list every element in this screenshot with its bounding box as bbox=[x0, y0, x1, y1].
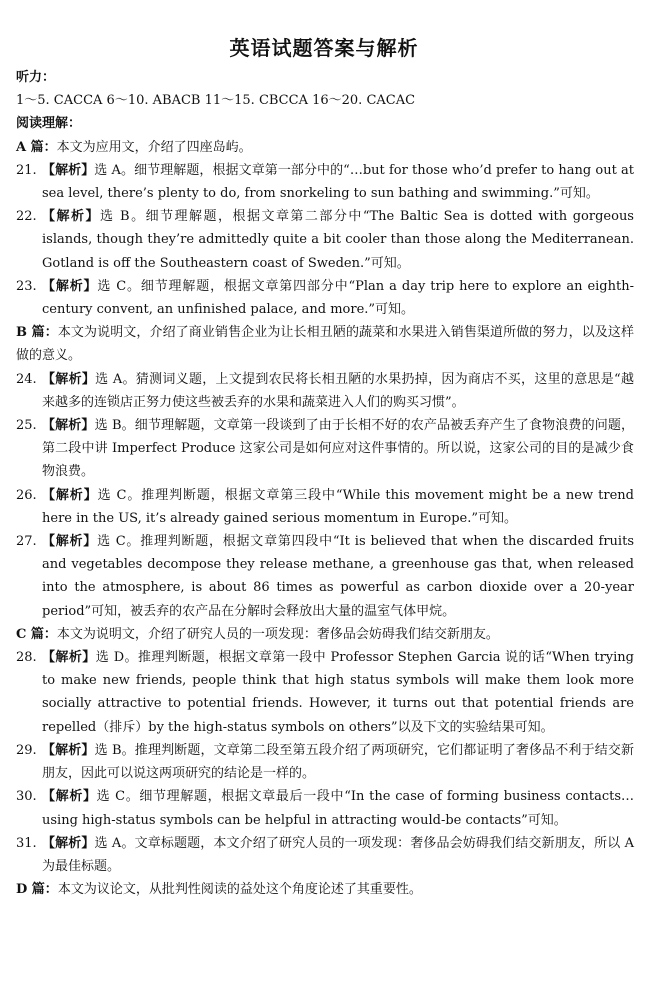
passage-summary-text: 本文为应用文，介绍了四座岛屿。 bbox=[56, 139, 252, 155]
passage-c-summary bbox=[16, 623, 634, 646]
item-number: 24. bbox=[16, 371, 37, 387]
answer-item-24 bbox=[16, 368, 634, 414]
analysis-text: 选 C。推理判断题，根据文章第四段中“It is believed that when the discarded fruits and vegetables decompose they release methane, a greenhouse gas that, when released into the atmosphere, is about 86 times as powerful as carbon dioxide over a 20-year period”可知，被丢弃的农产品在分解时会释放出大量的温室气体甲烷。 bbox=[42, 534, 634, 619]
item-number: 27. bbox=[16, 534, 37, 550]
analysis-text: 选 C。细节理解题，根据文章最后一段中“In the case of forming business contacts… using high-status symbols can be helpful in attracting would-be contacts”可知。 bbox=[42, 789, 634, 828]
passage-summary-text: 本文为说明文，介绍了商业销售企业为让长相丑陋的蔬菜和水果进入销售渠道所做的努力，以及这样做的意义。 bbox=[16, 325, 634, 364]
answer-item-22 bbox=[16, 205, 634, 275]
document-body bbox=[16, 66, 634, 901]
analysis-text: 选 B。细节理解题，根据文章第二部分中“The Baltic Sea is dotted with gorgeous islands, though they’re admittedly quite a bit cooler than those along the Mediterranean. Gotland is off the Southeastern coast of Sweden.”可知。 bbox=[42, 209, 634, 271]
analysis-tag: 【解析】 bbox=[42, 371, 96, 387]
analysis-tag: 【解析】 bbox=[42, 209, 100, 225]
analysis-tag: 【解析】 bbox=[42, 278, 98, 294]
answer-item-29 bbox=[16, 739, 634, 785]
answer-item-25 bbox=[16, 414, 634, 484]
listening-heading: 听力： bbox=[16, 70, 56, 85]
passage-a-summary bbox=[16, 136, 634, 159]
item-number: 23. bbox=[16, 278, 37, 294]
analysis-tag: 【解析】 bbox=[42, 650, 96, 666]
analysis-text: 选 A。文章标题题，本文介绍了研究人员的一项发现：奢侈品会妨碍我们结交新朋友，所以 A 为最佳标题。 bbox=[42, 835, 634, 874]
answer-item-23 bbox=[16, 275, 634, 321]
answer-item-27 bbox=[16, 530, 634, 623]
analysis-text: 选 C。推理判断题，根据文章第三段中“While this movement might be a new trend here in the US, it’s already gained serious momentum in Europe.”可知。 bbox=[42, 487, 634, 526]
analysis-tag: 【解析】 bbox=[42, 487, 98, 503]
analysis-text: 选 C。细节理解题，根据文章第四部分中“Plan a day trip here to explore an eighth-century convent, an unfinished palace, and more.”可知。 bbox=[42, 278, 634, 318]
page-title: 英语试题答案与解析 bbox=[229, 36, 419, 60]
analysis-tag: 【解析】 bbox=[42, 418, 95, 434]
passage-label: C 篇： bbox=[16, 626, 57, 642]
analysis-text: 选 B。细节理解题，文章第一段谈到了由于长相不好的农产品被丢弃产生了食物浪费的问题，第二段中讲 Imperfect Produce 这家公司是如何应对这件事情的。所以说，这家公司的目的是减少食物浪费。 bbox=[42, 418, 634, 480]
passage-d-summary bbox=[16, 878, 634, 901]
answer-item-28 bbox=[16, 646, 634, 739]
answer-item-21 bbox=[16, 159, 634, 205]
passage-summary-text: 本文为议论文，从批判性阅读的益处这个角度论述了其重要性。 bbox=[57, 882, 422, 898]
passage-label: B 篇： bbox=[16, 325, 58, 341]
item-number: 21. bbox=[16, 162, 37, 178]
item-number: 26. bbox=[16, 487, 37, 503]
passage-label: D 篇： bbox=[16, 882, 58, 898]
analysis-tag: 【解析】 bbox=[42, 789, 97, 805]
item-number: 28. bbox=[16, 650, 37, 666]
analysis-text: 选 B。推理判断题，文章第二段至第五段介绍了两项研究，它们都证明了奢侈品不利于结交新朋友，因此可以说这两项研究的结论是一样的。 bbox=[42, 742, 634, 782]
analysis-text: 选 D。推理判断题，根据文章第一段中 Professor Stephen Garcia 说的话“When trying to make new friends, people think that high status symbols will make them look more socially attractive to potential friends. However, it turns out that potential friends are repelled（排斥）by the high-status symbols on others”以及下文的实验结果可知。 bbox=[42, 650, 634, 735]
answer-item-26 bbox=[16, 484, 634, 530]
answer-item-31 bbox=[16, 832, 634, 878]
item-number: 25. bbox=[16, 418, 37, 434]
analysis-text: 选 A。猜测词义题，上文提到农民将长相丑陋的水果扔掉，因为商店不买，这里的意思是“越来越多的连锁店正努力使这些被丢弃的水果和蔬菜进入人们的购买习惯”。 bbox=[42, 371, 634, 410]
analysis-text: 选 A。细节理解题，根据文章第一部分中的“…but for those who’d prefer to hang out at sea level, there’s plenty to do, from snorkeling to sun bathing and swimming.”可知。 bbox=[42, 162, 634, 202]
item-number: 30. bbox=[16, 789, 37, 805]
listening-answers: 1～5. CACCA 6～10. ABACB 11～15. CBCCA 16～20. CACAC bbox=[16, 93, 416, 109]
item-number: 22. bbox=[16, 209, 37, 225]
analysis-tag: 【解析】 bbox=[42, 162, 95, 178]
analysis-tag: 【解析】 bbox=[42, 835, 95, 851]
analysis-tag: 【解析】 bbox=[42, 742, 95, 758]
item-number: 29. bbox=[16, 742, 37, 758]
passage-b-summary bbox=[16, 321, 634, 367]
analysis-tag: 【解析】 bbox=[42, 534, 98, 550]
answer-item-30 bbox=[16, 785, 634, 831]
passage-label: A 篇： bbox=[16, 139, 57, 155]
item-number: 31. bbox=[16, 835, 37, 851]
passage-summary-text: 本文为说明文，介绍了研究人员的一项发现：奢侈品会妨碍我们结交新朋友。 bbox=[56, 626, 499, 642]
reading-heading: 阅读理解： bbox=[16, 116, 82, 132]
